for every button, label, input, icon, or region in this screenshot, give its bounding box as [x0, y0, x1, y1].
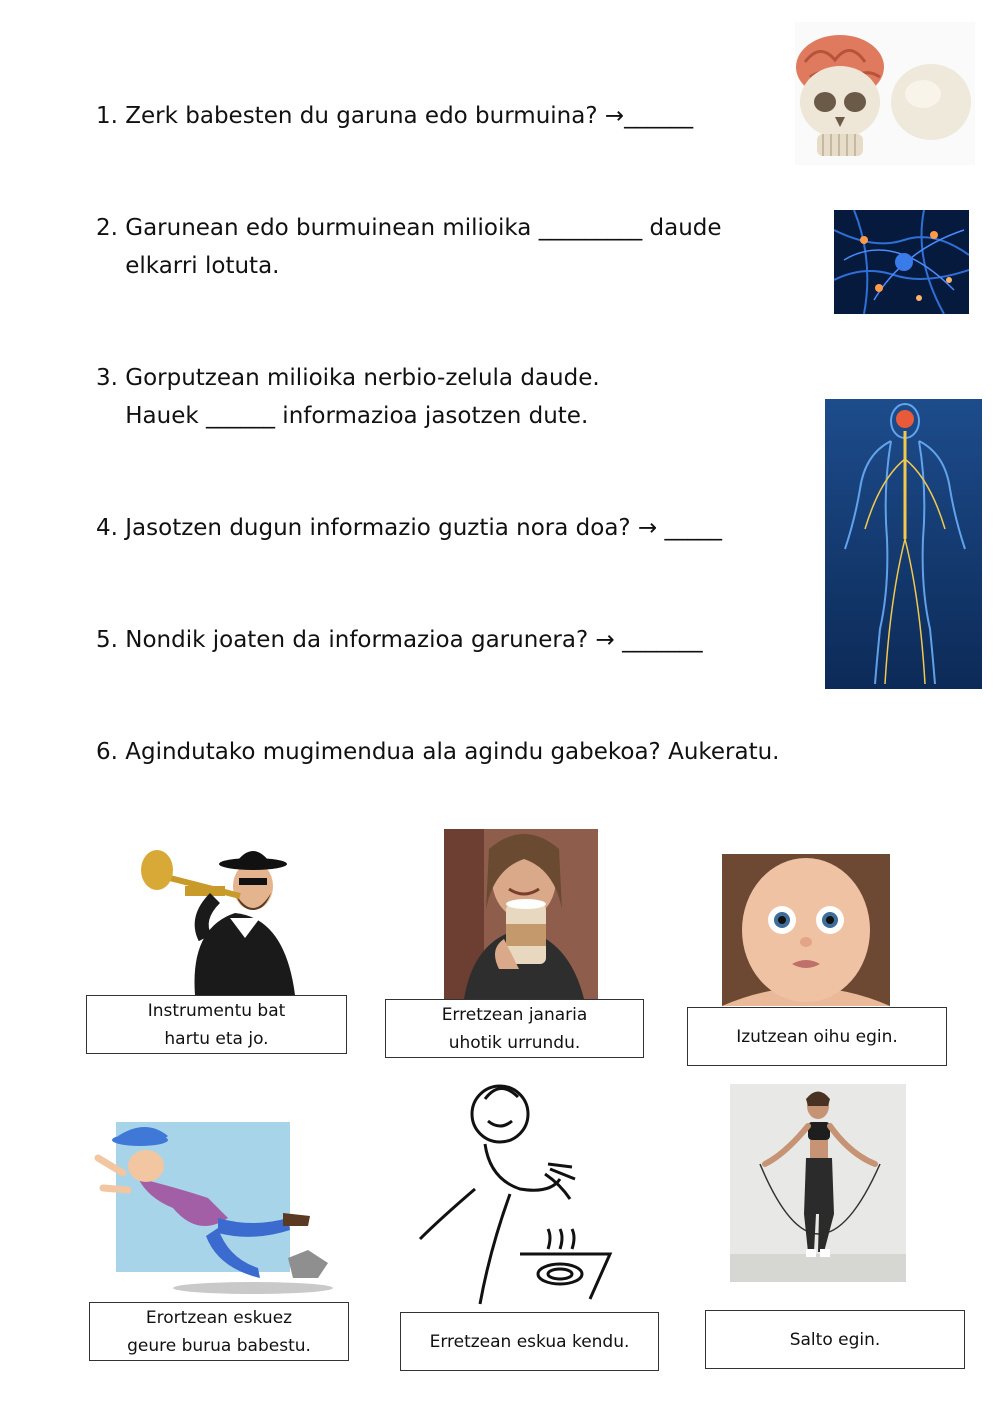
question-2 [96, 209, 722, 285]
question-3 [96, 359, 600, 435]
hot-coffee-image [444, 829, 598, 999]
card-4-line-2: geure burua babestu. [127, 1335, 311, 1356]
answer-card-2[interactable] [385, 999, 644, 1058]
skull-brain-image [795, 22, 975, 165]
question-2-line-1: 2. Garunean edo burmuinean milioika _________ daude [96, 215, 722, 241]
falling-man-image [78, 1118, 334, 1294]
card-1-line-1: Instrumentu bat [147, 1000, 286, 1021]
question-3-line-2: Hauek ______ informazioa jasotzen dute. [96, 403, 589, 429]
card-3-line-1: Izutzean oihu egin. [736, 1026, 898, 1047]
question-3-line-1: 3. Gorputzean milioika nerbio-zelula daude. [96, 365, 600, 391]
question-2-line-2: elkarri lotuta. [96, 253, 280, 279]
card-2-line-2: uhotik urrundu. [448, 1032, 581, 1053]
question-4 [96, 509, 722, 547]
question-1-text: 1. Zerk babesten du garuna edo burmuina? →______ [96, 103, 694, 129]
neurons-image [834, 210, 969, 314]
card-2-line-1: Erretzean janaria [441, 1004, 588, 1025]
question-5 [96, 621, 703, 659]
card-4-line-1: Erortzean eskuez [145, 1307, 293, 1328]
card-1-line-2: hartu eta jo. [164, 1028, 269, 1049]
card-5-line-1: Erretzean eskua kendu. [429, 1331, 630, 1352]
card-6-line-1: Salto egin. [789, 1329, 881, 1350]
nervous-system-image [825, 399, 982, 689]
jump-rope-image [730, 1084, 906, 1282]
question-1 [96, 97, 693, 135]
question-5-text: 5. Nondik joaten da informazioa garunera? → _______ [96, 627, 703, 653]
answer-card-1[interactable] [86, 995, 347, 1054]
answer-card-4[interactable] [89, 1302, 349, 1361]
answer-card-3[interactable] [687, 1007, 947, 1066]
answer-card-5[interactable] [400, 1312, 659, 1371]
question-6-text: 6. Agindutako mugimendua ala agindu gabekoa? Aukeratu. [96, 739, 780, 765]
trumpet-player-image [135, 838, 305, 995]
scared-baby-image [722, 854, 890, 1006]
question-4-text: 4. Jasotzen dugun informazio guztia nora doa? → _____ [96, 515, 723, 541]
burned-hand-image [400, 1069, 614, 1309]
question-6 [96, 733, 780, 771]
answer-card-6[interactable] [705, 1310, 965, 1369]
